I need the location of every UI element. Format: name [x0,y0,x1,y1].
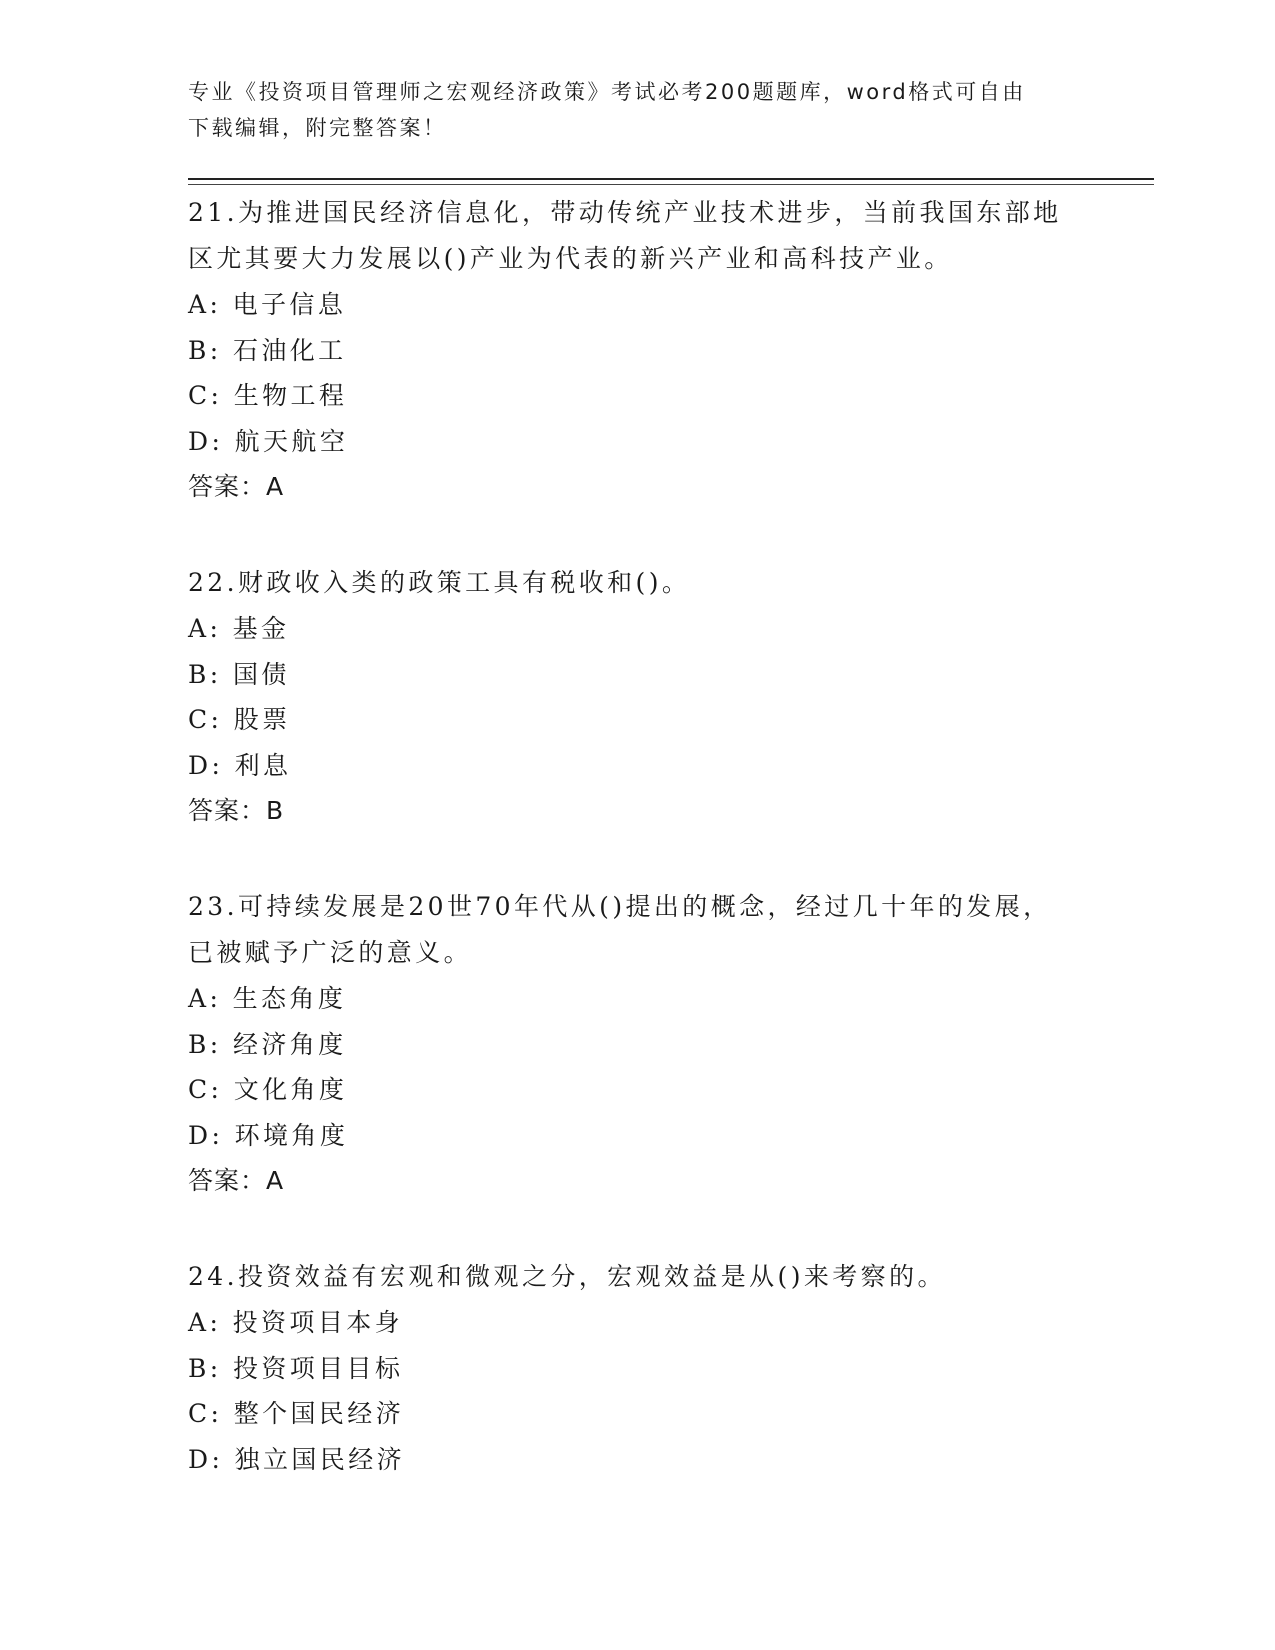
option-b: B: 国债 [188,659,290,689]
option-d: D: 独立国民经济 [188,1444,406,1474]
option-d: D: 航天航空 [188,426,349,456]
question-stem-line: 21.为推进国民经济信息化，带动传统产业技术进步，当前我国东部地 [188,198,1062,227]
option-a: A: 电子信息 [188,290,347,319]
option-c: C: 文化角度 [188,1075,348,1104]
option-d: D: 环境角度 [188,1120,349,1150]
answer-line: 答案：A [188,472,285,501]
question-21 [188,190,1088,510]
question-stem-line: 22.财政收入类的政策工具有税收和()。 [188,568,691,597]
question-stem-line: 24.投资效益有宏观和微观之分，宏观效益是从()来考察的。 [188,1262,946,1291]
option-d: D: 利息 [188,750,292,780]
question-24 [188,1254,1088,1482]
answer-line: 答案：A [188,1166,285,1195]
document-header [188,74,1088,146]
question-stem-line: 已被赋予广泛的意义。 [188,938,473,967]
header-line-2: 下载编辑，附完整答案！ [188,116,447,140]
option-a: A: 投资项目本身 [188,1308,404,1337]
header-divider-thin [188,184,1154,185]
option-b: B: 经济角度 [188,1029,347,1059]
option-a: A: 基金 [188,614,290,643]
option-b: B: 石油化工 [188,335,347,365]
header-divider-thick [188,178,1154,180]
option-c: C: 生物工程 [188,381,348,410]
option-a: A: 生态角度 [188,984,347,1013]
question-22 [188,560,1088,834]
question-23 [188,884,1088,1204]
question-stem-line: 区尤其要大力发展以()产业为代表的新兴产业和高科技产业。 [188,244,953,273]
option-b: B: 投资项目目标 [188,1353,404,1383]
option-c: C: 股票 [188,705,291,734]
question-list [188,190,1088,1532]
option-c: C: 整个国民经济 [188,1399,405,1428]
question-stem-line: 23.可持续发展是20世70年代从()提出的概念，经过几十年的发展， [188,892,1052,921]
header-line-1: 专业《投资项目管理师之宏观经济政策》考试必考200题题库，word格式可自由 [188,80,1026,104]
answer-line: 答案：B [188,796,285,825]
